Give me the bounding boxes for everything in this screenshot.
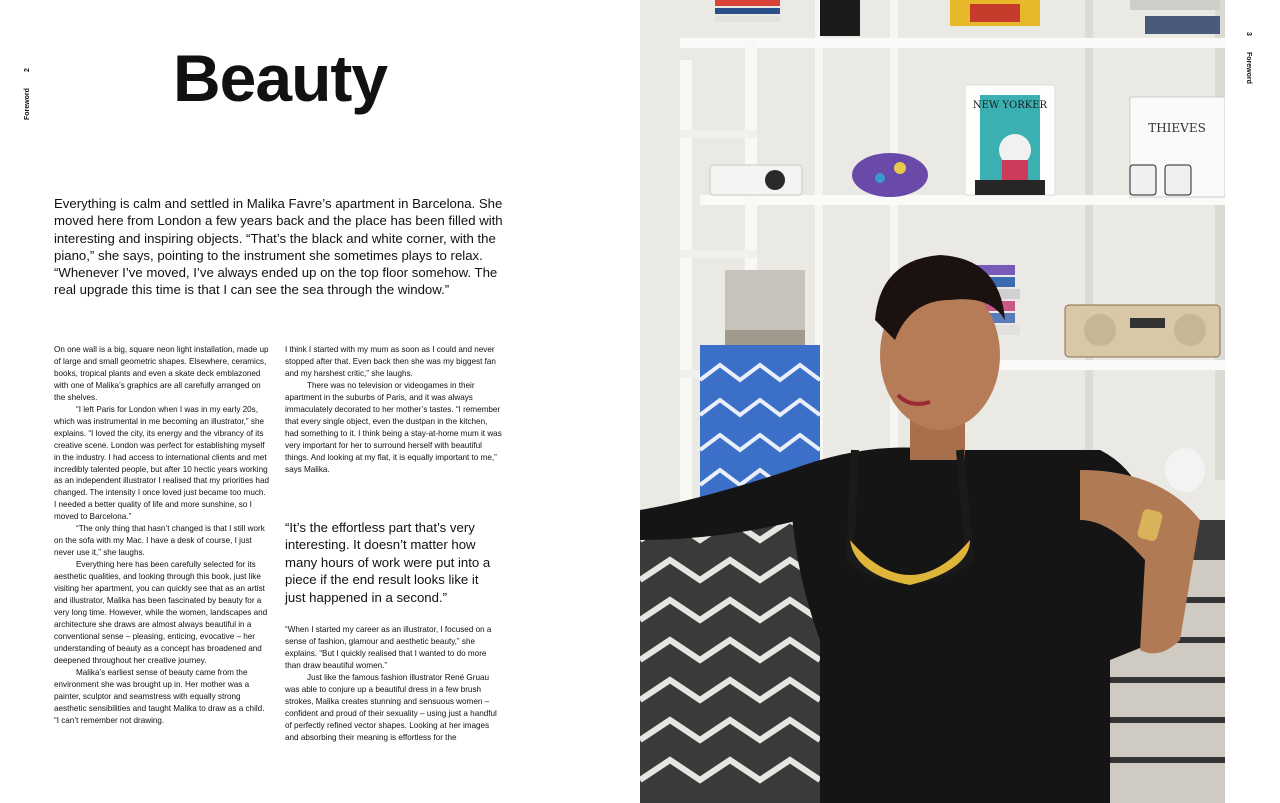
running-header-left	[22, 32, 36, 120]
portrait-photo	[640, 0, 1225, 803]
page-number-right: 3	[1245, 32, 1252, 36]
photo-illustration	[640, 0, 1225, 803]
running-header-right	[1240, 30, 1254, 100]
body-column-2-continued	[285, 624, 503, 744]
thieves-label: THIEVES	[1148, 121, 1206, 135]
body-column-2	[285, 344, 503, 475]
body-paragraph: There was no television or videogames in their apartment in the suburbs of Paris, and it was always immaculately decorated to her mother’s tastes. “I remember that every single object, even the dustpan in the kitchen, had something to it. I think being a stay-at-home mum it was very important for her to surround herself with beautiful things. And looking at my flat, it is equally important to me,” says Malika.	[285, 380, 502, 474]
lead-paragraph: Everything is calm and settled in Malika Favre’s apartment in Barcelona. She moved here from London a few years back and the place has been filled with interesting and inspiring objects. “That’s the black and white corner, with the piano,” she says, pointing to the instrument she sometimes plays to relax. “Whenever I’ve moved, I’ve always ended up on the top floor somehow. The real upgrade this time is that I can see the sea through the window.”	[54, 196, 503, 298]
page-number-left: 2	[24, 68, 31, 72]
new-yorker-label: NEW YORKER	[972, 100, 1048, 111]
body-paragraph: “The only thing that hasn’t changed is that I still work on the sofa with my Mac. I have a desk of course, I just never use it,” she laughs.	[54, 524, 265, 558]
article-title: Beauty	[173, 41, 388, 115]
section-label-right: Foreword	[1245, 52, 1252, 84]
body-paragraph: Malika’s earliest sense of beauty came from the environment she was brought up in. Her mother was a painter, sculptor and seamstress with equally strong aesthetic sensibilities and taught Malika to draw as a child. “I can’t remember not drawing.	[54, 667, 265, 725]
body-column-1	[54, 344, 270, 727]
body-paragraph: I think I started with my mum as soon as I could and never stopped after that. Even back then she was my biggest fan and my harshest critic,” she laughs.	[285, 345, 496, 378]
body-paragraph: Everything here has been carefully selected for its aesthetic qualities, and looking through this book, just like visiting her apartment, you can quickly see that as an artist and illustrator, Malika has been fascinated by beauty for a very long time. However, while the women, landscapes and architecture she draws are almost always beautiful in a conventional sense – pleasing, enticing, evocative – her understanding of beauty as a concept has broadened and deepened throughout her creative journey.	[54, 560, 268, 665]
pull-quote: “It’s the effortless part that’s very interesting. It doesn’t matter how many hours of work were put into a piece if the end result looks like it just happened in a second.”	[285, 520, 491, 605]
body-paragraph: “I left Paris for London when I was in my early 20s, which was instrumental in me becoming an illustrator,” she explains. “I loved the city, its energy and the vibrancy of its creative scene. London was perfect for establishing myself in the industry. I had access to international clients and met incredibly talented people, but after 10 hectic years working as an independent illustrator I realised that my priorities had changed. The intensity I once loved just became too much. I needed a better quality of life and more sunshine, so I moved to Barcelona.”	[54, 404, 269, 522]
section-label-left: Foreword	[24, 88, 31, 120]
body-paragraph: “When I started my career as an illustrator, I focused on a sense of fashion, glamour and aesthetic beauty,” she explains. “But I quickly realised that I wanted to do more than draw beautiful women.”	[285, 625, 492, 670]
body-paragraph: Just like the famous fashion illustrator René Gruau was able to conjure up a beautiful dress in a few brush strokes, Malika creates stunning and sensuous women – confident and proud of their sexuality – using just a handful of perfectly refined vector shapes. Looking at her images and absorbing their meaning is effortless for the	[285, 672, 497, 742]
right-page-margin	[1225, 0, 1280, 803]
body-paragraph: On one wall is a big, square neon light installation, made up of large and small geometric shapes. Elsewhere, ceramics, books, tropical plants and even a skate deck emblazoned with one of Malika’s graphics are all carefully arranged on the shelves.	[54, 345, 269, 402]
